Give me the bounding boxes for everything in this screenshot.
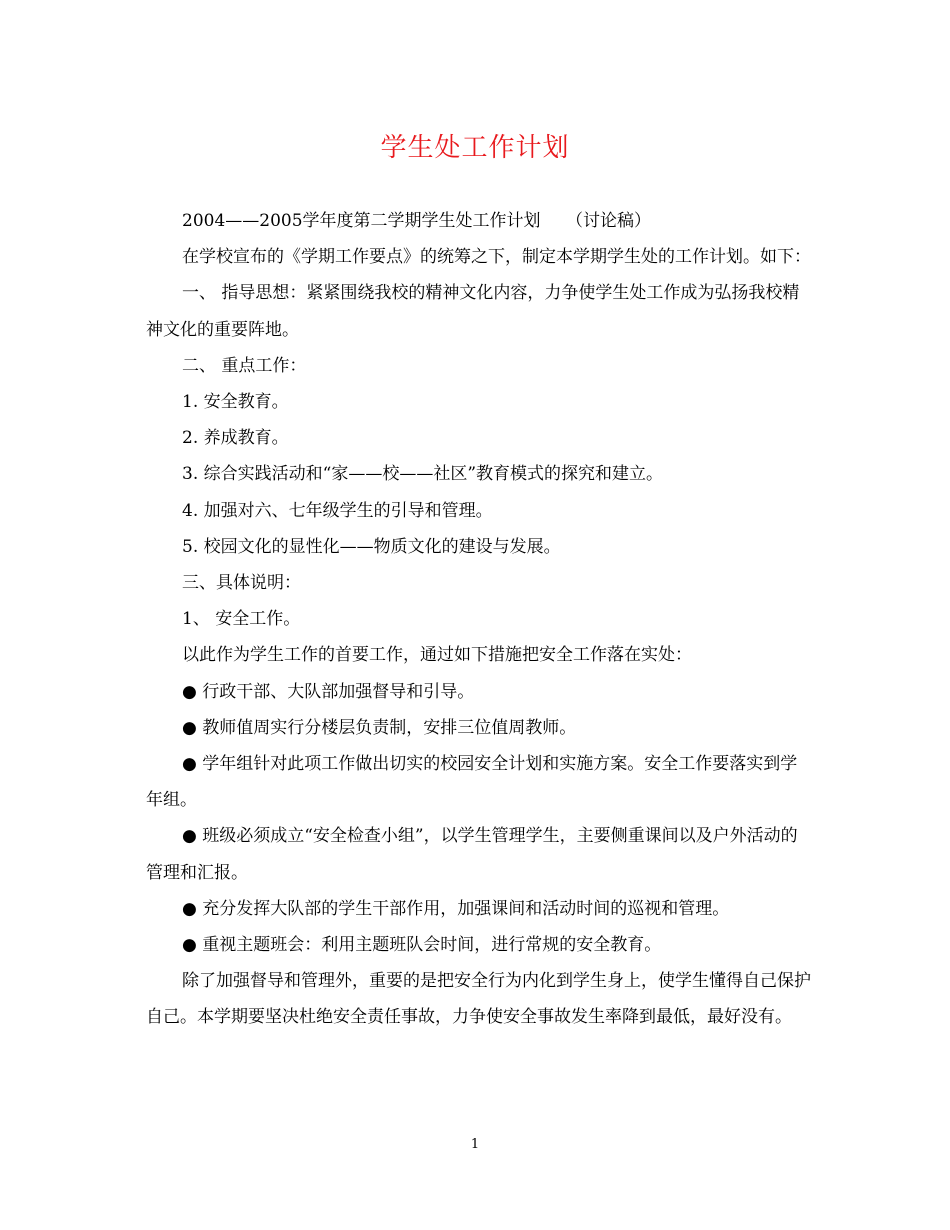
bullet-item: ● 充分发挥大队部的学生干部作用，加强课间和活动时间的巡视和管理。 bbox=[182, 898, 730, 919]
paragraph-key-work-heading: 二、 重点工作： bbox=[182, 355, 307, 376]
bullet-item: ● 班级必须成立“安全检查小组”，以学生管理学生，主要侧重课间以及户外活动的管理和汇报。 bbox=[146, 826, 798, 883]
bullet-item: ● 重视主题班会：利用主题班队会时间，进行常规的安全教育。 bbox=[182, 935, 662, 956]
list-item-key-work-3: 3. 综合实践活动和“家——校——社区”教育模式的探究和建立。 bbox=[182, 464, 664, 485]
list-item-key-work-4: 4. 加强对六、七年级学生的引导和管理。 bbox=[182, 500, 493, 521]
paragraph-heading-line: 2004——2005学年度第二学期学生处工作计划 （讨论稿） bbox=[182, 211, 652, 231]
list-item-key-work-1: 1. 安全教育。 bbox=[182, 392, 289, 413]
document-body bbox=[146, 203, 814, 1036]
bullet-item: ● 教师值周实行分楼层负责制，安排三位值周教师。 bbox=[182, 717, 577, 738]
list-item-key-work-5: 5. 校园文化的显性化——物质文化的建设与发展。 bbox=[182, 536, 561, 557]
paragraph-guiding-idea: 一、 指导思想：紧紧围绕我校的精神文化内容，力争使学生处工作成为弘扬我校精神文化的重要阵地。 bbox=[146, 283, 800, 340]
paragraph-closing: 除了加强督导和管理外，重要的是把安全行为内化到学生身上，使学生懂得自己保护自己。本学期要坚决杜绝安全责任事故，力争使安全事故发生率降到最低，最好没有。 bbox=[146, 971, 811, 1028]
paragraph-intro: 在学校宣布的《学期工作要点》的统筹之下，制定本学期学生处的工作计划。如下： bbox=[182, 247, 811, 268]
list-item-key-work-2: 2. 养成教育。 bbox=[182, 428, 289, 449]
bullet-item: ● 行政干部、大队部加强督导和引导。 bbox=[182, 681, 475, 702]
bullet-item: ● 学年组针对此项工作做出切实的校园安全计划和实施方案。安全工作要落实到学年组。 bbox=[146, 754, 798, 811]
paragraph-safety-intro: 以此作为学生工作的首要工作，通过如下措施把安全工作落在实处： bbox=[182, 645, 692, 666]
paragraph-details-heading: 三、具体说明： bbox=[182, 573, 301, 594]
document-title: 学生处工作计划 bbox=[380, 133, 570, 163]
page-number: 1 bbox=[470, 1137, 480, 1152]
paragraph-safety-heading: 1、 安全工作。 bbox=[182, 609, 301, 630]
